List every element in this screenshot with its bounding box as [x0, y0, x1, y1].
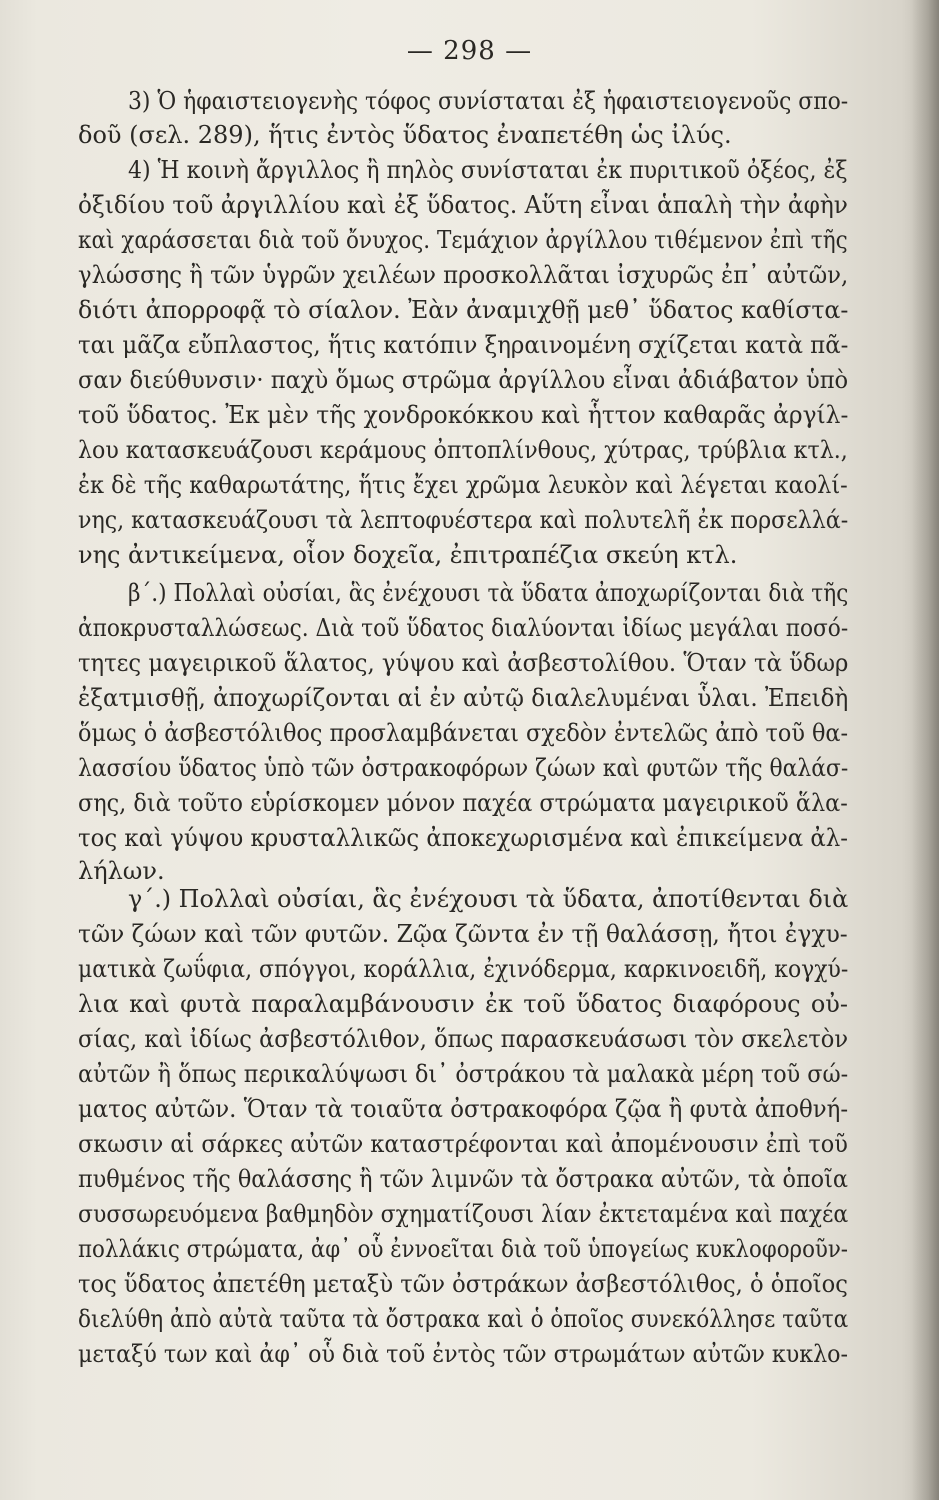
text-line: ἀποκρυσταλλώσεως. Διὰ τοῦ ὕδατος διαλύονται ἰδίως μεγάλαι ποσό-: [78, 614, 849, 642]
text-line: λήλων.: [78, 857, 165, 885]
text-line: πολλάκις στρώματα, ἀφ᾽ οὗ ἐννοεῖται διὰ τοῦ ὑπογείως κυκλοφοροῦν-: [78, 1235, 849, 1263]
text-line: πυθμένος τῆς θαλάσσης ἢ τῶν λιμνῶν τὰ ὄστρακα αὐτῶν, τὰ ὁποῖα: [78, 1165, 848, 1193]
text-line: τος ὕδατος ἀπετέθη μεταξὺ τῶν ὀστράκων ἀσβεστόλιθος, ὁ ὁποῖος: [78, 1270, 848, 1298]
text-line: ὀξιδίου τοῦ ἀργιλλίου καὶ ἐξ ὕδατος. Αὕτη εἶναι ἁπαλὴ τὴν ἀφὴν: [78, 191, 848, 219]
text-line: συσσωρευόμενα βαθμηδὸν σχηματίζουσι λίαν ἐκτεταμένα καὶ παχέα: [78, 1200, 849, 1228]
page-number: — 298 —: [406, 36, 533, 66]
text-line: τοῦ ὕδατος. Ἐκ μὲν τῆς χονδροκόκκου καὶ ἧττον καθαρᾶς ἀργίλ-: [78, 401, 849, 429]
text-line: λασσίου ὕδατος ὑπὸ τῶν ὀστρακοφόρων ζώων καὶ φυτῶν τῆς θαλάσ-: [78, 754, 849, 782]
text-line: σης, διὰ τοῦτο εὑρίσκομεν μόνον παχέα στρώματα μαγειρικοῦ ἅλα-: [78, 789, 848, 817]
page-edge-shadow: [911, 0, 939, 1500]
text-line: ἐξατμισθῇ, ἀποχωρίζονται αἱ ἐν αὐτῷ διαλελυμέναι ὗλαι. Ἐπειδὴ: [78, 684, 849, 712]
text-line: λου κατασκευάζουσι κεράμους ὀπτοπλίνθους, χύτρας, τρύβλια κτλ.,: [78, 436, 848, 464]
text-line: σκωσιν αἱ σάρκες αὐτῶν καταστρέφονται καὶ ἀπομένουσιν ἐπὶ τοῦ: [78, 1130, 848, 1158]
text-line: ται μᾶζα εὔπλαστος, ἥτις κατόπιν ξηραινομένη σχίζεται κατὰ πᾶ-: [78, 331, 849, 359]
text-line: ματος αὐτῶν. Ὅταν τὰ τοιαῦτα ὀστρακοφόρα ζῷα ἢ φυτὰ ἀποθνή-: [78, 1095, 849, 1123]
text-line: τῶν ζώων καὶ τῶν φυτῶν. Ζῷα ζῶντα ἐν τῇ θαλάσσῃ, ἤτοι ἐγχυ-: [78, 920, 848, 948]
text-line: ἐκ δὲ τῆς καθαρωτάτης, ἥτις ἔχει χρῶμα λευκὸν καὶ λέγεται καολί-: [78, 471, 848, 499]
text-line: μεταξύ των καὶ ἀφ᾽ οὗ διὰ τοῦ ἐντὸς τῶν στρωμάτων αὐτῶν κυκλο-: [78, 1340, 849, 1368]
text-line: καὶ χαράσσεται διὰ τοῦ ὄνυχος. Τεμάχιον ἀργίλλου τιθέμενον ἐπὶ τῆς: [78, 226, 848, 254]
text-line: 4) Ἡ κοινὴ ἄργιλλος ἢ πηλὸς συνίσταται ἐκ πυριτικοῦ ὀξέος, ἐξ: [128, 156, 848, 184]
text-line: β´.) Πολλαὶ οὐσίαι, ἃς ἐνέχουσι τὰ ὕδατα ἀποχωρίζονται διὰ τῆς: [128, 579, 849, 607]
text-line: ὅμως ὁ ἀσβεστόλιθος προσλαμβάνεται σχεδὸν ἐντελῶς ἀπὸ τοῦ θα-: [78, 719, 849, 747]
text-line: αὐτῶν ἢ ὅπως περικαλύψωσι δι᾽ ὀστράκου τὰ μαλακὰ μέρη τοῦ σώ-: [78, 1060, 849, 1088]
text-line: σαν διεύθυνσιν· παχὺ ὅμως στρῶμα ἀργίλλου εἶναι ἀδιάβατον ὑπὸ: [78, 366, 849, 394]
text-line: γ´.) Πολλαὶ οὐσίαι, ἃς ἐνέχουσι τὰ ὕδατα, ἀποτίθενται διὰ: [128, 885, 849, 913]
text-line: σίας, καὶ ἰδίως ἀσβεστόλιθον, ὅπως παρασκευάσωσι τὸν σκελετὸν: [78, 1025, 849, 1053]
text-line: δοῦ (σελ. 289), ἥτις ἐντὸς ὕδατος ἐναπετέθη ὡς ἰλύς.: [78, 121, 732, 149]
text-line: 3) Ὁ ἡφαιστειογενὴς τόφος συνίσταται ἐξ ἡφαιστειογενοῦς σπο-: [128, 87, 849, 115]
text-line: γλώσσης ἢ τῶν ὑγρῶν χειλέων προσκολλᾶται ἰσχυρῶς ἐπ᾽ αὐτῶν,: [78, 261, 849, 289]
text-line: διότι ἀπορροφᾷ τὸ σίαλον. Ἐὰν ἀναμιχθῇ μεθ᾽ ὕδατος καθίστα-: [78, 296, 849, 324]
text-line: νης, κατασκευάζουσι τὰ λεπτοφυέστερα καὶ πολυτελῆ ἐκ πορσελλά-: [78, 506, 849, 534]
text-line: τος καὶ γύψου κρυσταλλικῶς ἀποκεχωρισμένα καὶ ἐπικείμενα ἀλ-: [78, 824, 848, 852]
text-line: ματικὰ ζωΰφια, σπόγγοι, κοράλλια, ἐχινόδερμα, καρκινοειδῆ, κογχύ-: [78, 955, 849, 983]
text-line: λια καὶ φυτὰ παραλαμβάνουσιν ἐκ τοῦ ὕδατος διαφόρους οὐ-: [78, 990, 848, 1018]
text-line: τητες μαγειρικοῦ ἅλατος, γύψου καὶ ἀσβεστολίθου. Ὅταν τὰ ὕδωρ: [78, 649, 849, 677]
text-line: νης ἀντικείμενα, οἷον δοχεῖα, ἐπιτραπέζια σκεύη κτλ.: [78, 541, 738, 569]
text-line: διελύθη ἀπὸ αὐτὰ ταῦτα τὰ ὄστρακα καὶ ὁ ὁποῖος συνεκόλλησε ταῦτα: [78, 1305, 849, 1333]
